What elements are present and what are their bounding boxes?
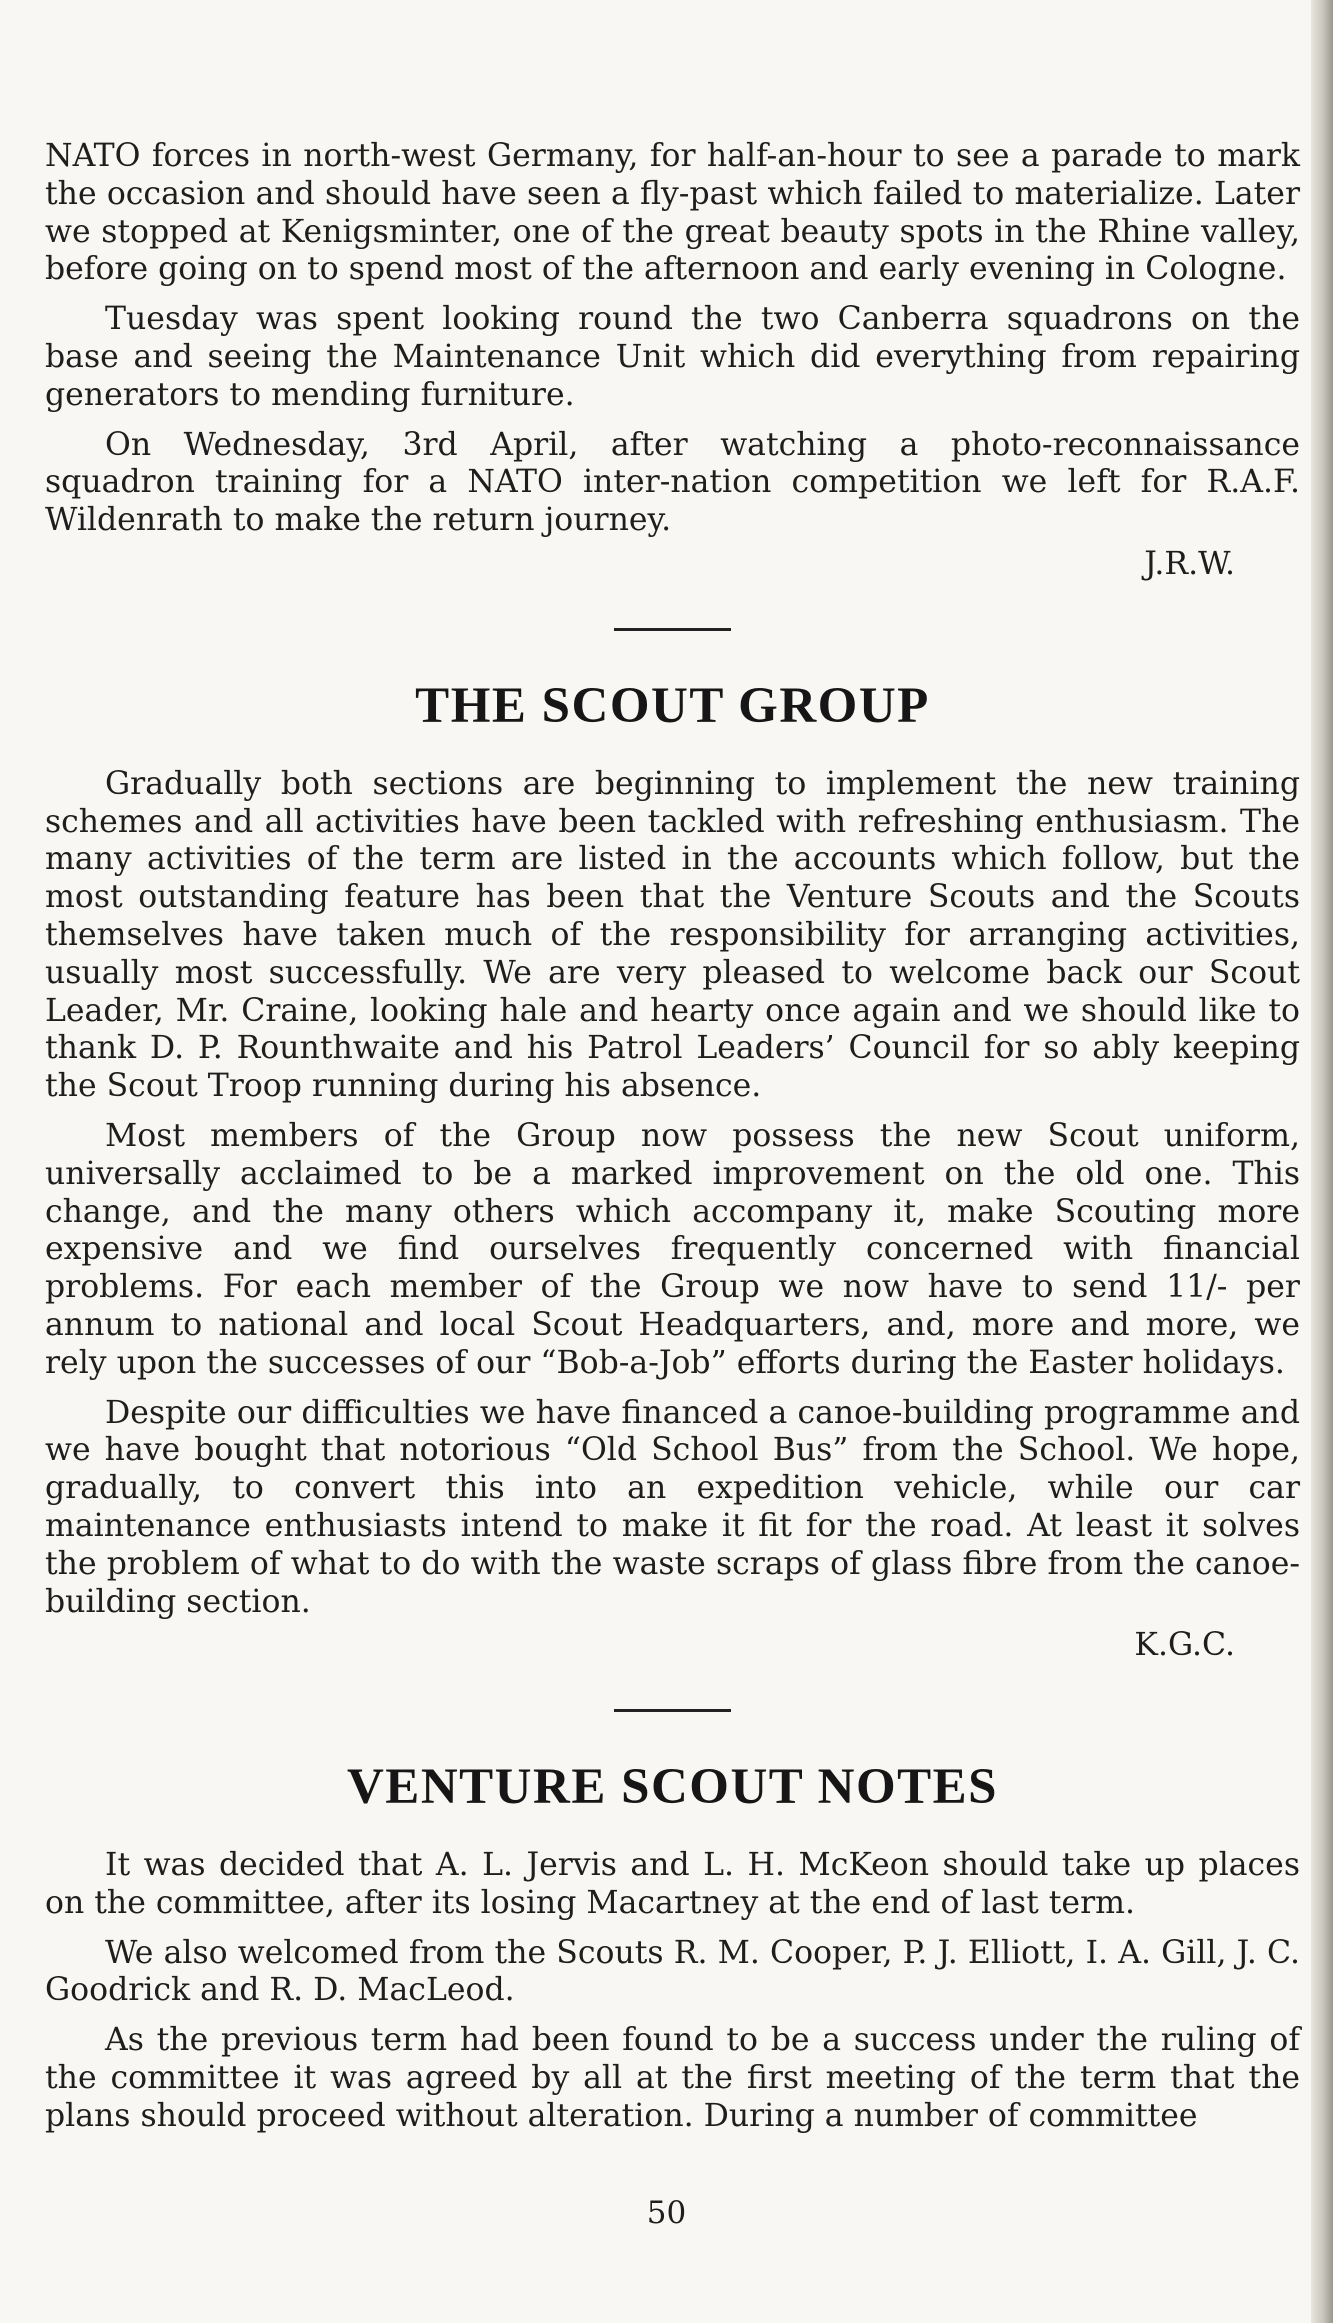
paragraph: We also welcomed from the Scouts R. M. Cooper, P. J. Elliott, I. A. Gill, J. C. Goodrick and R. D. MacLeod. (45, 1934, 1300, 2009)
page-number: 50 (646, 2195, 687, 2231)
section-divider (614, 1709, 731, 1712)
paragraph: Despite our difficulties we have financed a canoe-building programme and we have bought that notorious “Old School Bus” from the School. We hope, gradually, to convert this into an expedition vehicle, while our car maintenance enthusiasts intend to make it fit for the road. At least it solves the problem of what to do with the waste scraps of glass fibre from the canoe-building section. (45, 1394, 1300, 1620)
paragraph: Gradually both sections are beginning to implement the new training schemes and all activities have been tackled with refreshing enthusiasm. The many activities of the term are listed in the accounts which follow, but the most outstanding feature has been that the Venture Scouts and the Scouts themselves have taken much of the responsibility for arranging activities, usually most successfully. We are very pleased to welcome back our Scout Leader, Mr. Craine, looking hale and hearty once again and we should like to thank D. P. Rounthwaite and his Patrol Leaders’ Council for so ably keeping the Scout Troop running during his absence. (45, 765, 1300, 1105)
paragraph: Most members of the Group now possess the new Scout uniform, universally acclaimed to be a marked improvement on the old one. This change, and the many others which accompany it, make Scouting more expensive and we find ourselves frequently concerned with financial problems. For each member of the Group we now have to send 11/- per annum to national and local Scout Headquarters, and, more and more, we rely upon the successes of our “Bob-a-Job” efforts during the Easter holidays. (45, 1117, 1300, 1381)
paragraph: On Wednesday, 3rd April, after watching a photo-reconnaissance squadron training for a NATO inter-nation competition we left for R.A.F. Wildenrath to make the return journey. (45, 426, 1300, 539)
paragraph: As the previous term had been found to be a success under the ruling of the committee it was agreed by all at the first meeting of the term that the plans should proceed without alteration. During a number of committee (45, 2022, 1300, 2134)
heading-scout-group: THE SCOUT GROUP (415, 677, 930, 734)
paragraph: NATO forces in north-west Germany, for half-an-hour to see a parade to mark the occasion and should have seen a fly-past which failed to materialize. Later we stopped at Kenigsminter, one of the great beauty spots in the Rhine valley, before going on to spend most of the afternoon and early evening in Cologne. (45, 138, 1300, 288)
section-divider (614, 628, 731, 631)
heading-venture-scout-notes: VENTURE SCOUT NOTES (346, 1759, 999, 1816)
paragraph: It was decided that A. L. Jervis and L. H. McKeon should take up places on the committee, after its losing Macartney at the end of last term. (45, 1847, 1300, 1921)
page-content (45, 138, 1300, 2148)
page-edge-shadow (1311, 0, 1333, 2323)
signature-kgc: K.G.C. (1134, 1627, 1235, 1664)
paragraph: Tuesday was spent looking round the two Canberra squadrons on the base and seeing the Maintenance Unit which did everything from repairing generators to mending furniture. (45, 301, 1300, 413)
signature-jrw: J.R.W. (1144, 545, 1235, 582)
